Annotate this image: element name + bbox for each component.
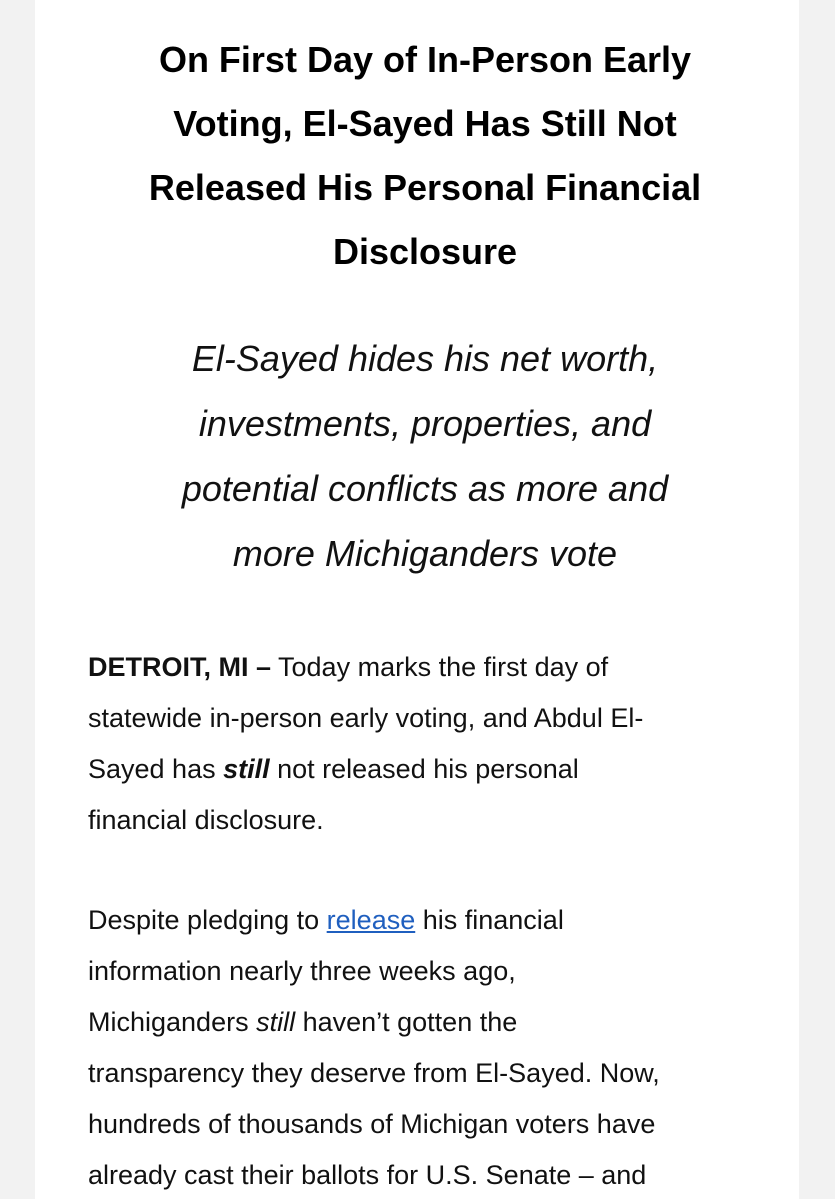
subheadline — [105, 326, 745, 586]
subheadline-line: investments, properties, and — [198, 403, 652, 444]
paragraph-line: already cast their ballots for U.S. Senate – and — [88, 1160, 647, 1190]
release-link[interactable]: release — [326, 905, 416, 935]
paragraph-line: statewide in-person early voting, and Abdul El- — [88, 703, 644, 733]
paragraph-text: Today marks the first day of — [271, 652, 609, 682]
paragraph-line: transparency they deserve from El-Sayed. Now, — [88, 1058, 660, 1088]
subheadline-line: El-Sayed hides his net worth, — [191, 338, 659, 379]
paragraph-line — [88, 895, 778, 946]
subheadline-line: potential conflicts as more and — [181, 468, 669, 509]
press-release-page — [35, 0, 799, 1199]
paragraph-text: haven’t gotten the — [295, 1007, 518, 1037]
paragraph-line: financial disclosure. — [88, 805, 324, 835]
body-paragraph-1 — [88, 642, 778, 846]
dateline: DETROIT, MI – — [88, 652, 272, 682]
paragraph-text: Sayed has — [88, 754, 224, 784]
headline-line: Released His Personal Financial — [148, 167, 702, 208]
headline-line: Voting, El-Sayed Has Still Not — [173, 103, 677, 144]
paragraph-text: his financial — [415, 905, 564, 935]
emphasis-text: still — [223, 754, 270, 784]
paragraph-text: Michiganders — [88, 1007, 257, 1037]
paragraph-line: hundreds of thousands of Michigan voters have — [88, 1109, 656, 1139]
emphasis-text: still — [256, 1007, 296, 1037]
paragraph-text: Despite pledging to — [88, 905, 327, 935]
body-paragraph-2 — [88, 895, 778, 1199]
headline — [75, 28, 775, 284]
paragraph-line — [88, 997, 778, 1048]
subheadline-line: more Michiganders vote — [232, 533, 618, 574]
paragraph-line — [88, 642, 778, 693]
paragraph-text: not released his personal — [269, 754, 579, 784]
paragraph-line — [88, 744, 778, 795]
headline-line: Disclosure — [332, 231, 518, 272]
paragraph-line: information nearly three weeks ago, — [88, 956, 516, 986]
headline-line: On First Day of In-Person Early — [158, 39, 692, 80]
